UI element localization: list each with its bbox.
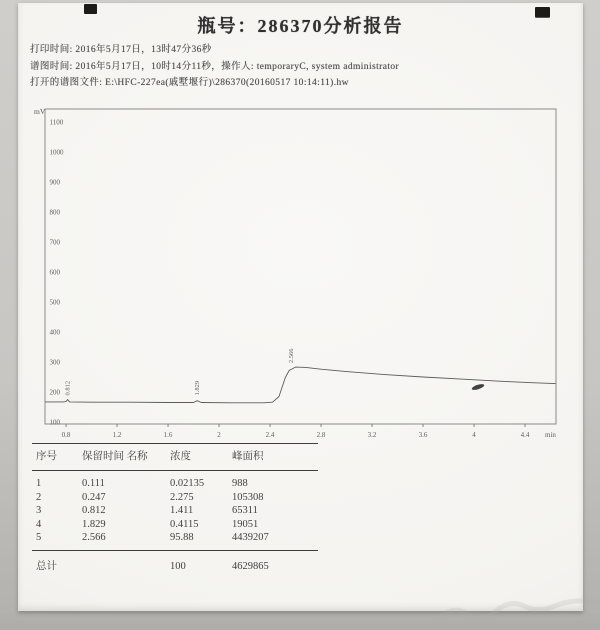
table-row bbox=[32, 491, 318, 504]
table-row bbox=[32, 504, 318, 517]
total-value bbox=[82, 560, 170, 573]
y-axis-tick-label: 200 bbox=[49, 388, 60, 397]
table-header-cell: 浓度 bbox=[170, 451, 191, 462]
table-cell: 0.247 bbox=[82, 491, 106, 503]
table-cell: 1 bbox=[36, 478, 42, 490]
watermark-scribble bbox=[438, 591, 600, 629]
table-header-cell: 峰面积 bbox=[232, 451, 264, 462]
y-axis-tick-label: 1000 bbox=[49, 148, 64, 157]
table-cell: 2 bbox=[36, 491, 42, 503]
table-body bbox=[32, 477, 318, 544]
table-cell: 5 bbox=[36, 532, 42, 544]
x-axis-tick-label: 2.4 bbox=[265, 431, 275, 439]
total-label: 总计 bbox=[36, 561, 57, 573]
total-value: 4629865 bbox=[232, 561, 269, 573]
table-cell: 1.411 bbox=[170, 505, 194, 517]
x-axis-tick-label: 4 bbox=[472, 431, 476, 439]
table-cell: 4 bbox=[36, 518, 42, 530]
table-cell: 2.566 bbox=[82, 532, 106, 544]
table-cell: 0.111 bbox=[82, 478, 105, 490]
y-axis-tick-label: 800 bbox=[49, 208, 60, 217]
table-total-row bbox=[32, 551, 318, 587]
y-axis-tick-label: 500 bbox=[49, 298, 60, 307]
report-page bbox=[18, 3, 583, 611]
y-axis-tick-label: 900 bbox=[49, 178, 60, 187]
ink-smudge bbox=[471, 383, 485, 391]
table-cell: 4439207 bbox=[232, 532, 269, 544]
table-cell: 105308 bbox=[232, 491, 264, 503]
y-axis-tick-label: 400 bbox=[49, 328, 60, 337]
spectrum-time-line: 谱图时间: 2016年5月17日，10时14分11秒，操作人: temporaryC, system administrator bbox=[30, 61, 400, 72]
table-header-row bbox=[32, 444, 318, 470]
table-row bbox=[32, 531, 318, 544]
table-cell: 0.02135 bbox=[170, 478, 205, 490]
plot-frame bbox=[45, 109, 556, 424]
y-axis-tick-label: 300 bbox=[49, 358, 60, 367]
print-time-line: 打印时间: 2016年5月17日，13时47分36秒 bbox=[30, 45, 212, 55]
table-cell: 1.829 bbox=[82, 518, 106, 530]
table-cell: 0.4115 bbox=[170, 518, 199, 530]
table-header-cell: 序号 bbox=[36, 451, 57, 462]
peak-retention-label: 0.812 bbox=[64, 380, 72, 396]
peaks-table bbox=[32, 443, 318, 587]
table-cell: 3 bbox=[36, 505, 42, 517]
x-axis-tick-label: 2.8 bbox=[316, 431, 326, 439]
x-axis-tick-label: 1.6 bbox=[163, 431, 173, 439]
report-info-block bbox=[30, 42, 550, 92]
table-header-cell: 保留时间 名称 bbox=[82, 451, 148, 462]
total-value: 100 bbox=[170, 561, 186, 573]
y-axis-tick-label: 600 bbox=[49, 268, 60, 277]
table-rule-mid bbox=[32, 470, 318, 471]
table-cell: 2.275 bbox=[170, 491, 194, 503]
table-cell: 19051 bbox=[232, 518, 259, 530]
chromatogram-plot bbox=[43, 106, 563, 446]
file-path-line: 打开的谱图文件: E:\HFC-227ea(戚墅堰行)\286370(20160517 10:14:11).hw bbox=[30, 78, 349, 88]
table-row bbox=[32, 518, 318, 531]
x-axis-tick-label: 3.2 bbox=[367, 431, 377, 439]
y-axis-tick-label: 100 bbox=[49, 418, 60, 427]
peak-retention-label: 1.829 bbox=[194, 380, 202, 396]
table-row bbox=[32, 477, 318, 490]
x-axis-tick-label: 4.4 bbox=[520, 431, 530, 439]
y-axis-unit-label: mV bbox=[34, 107, 46, 116]
x-axis-tick-label: 1.2 bbox=[112, 431, 122, 439]
peak-retention-label: 2.566 bbox=[288, 348, 296, 364]
y-axis-tick-label: 700 bbox=[49, 238, 60, 247]
x-axis-tick-label: 3.6 bbox=[418, 431, 428, 439]
x-axis-tick-label: 0.8 bbox=[61, 431, 71, 439]
x-axis-tick-label: 2 bbox=[217, 431, 221, 439]
table-cell: 0.812 bbox=[82, 505, 106, 517]
y-axis-tick-label: 1100 bbox=[49, 118, 64, 127]
scanned-content bbox=[18, 3, 583, 611]
table-cell: 95.88 bbox=[170, 532, 194, 544]
table-cell: 65311 bbox=[232, 505, 258, 517]
x-axis-unit-label: min bbox=[545, 431, 556, 439]
table-cell: 988 bbox=[232, 478, 248, 490]
chromatogram bbox=[34, 106, 563, 446]
report-title: 瓶号：286370分析报告 bbox=[197, 16, 404, 36]
